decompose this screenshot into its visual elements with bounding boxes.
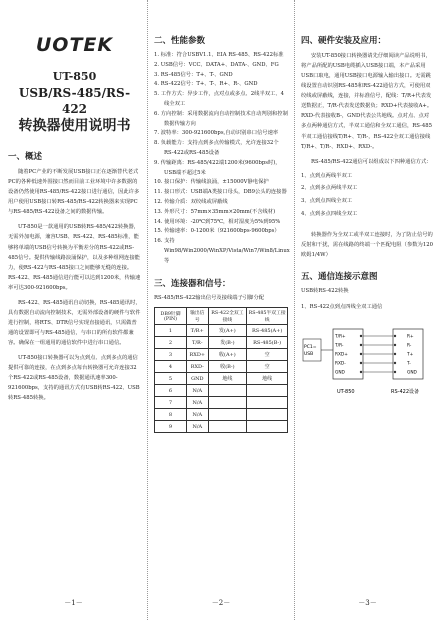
spec-item: 10. 接口保护：传输线浪涌，±15000V静电保护: [154, 179, 269, 186]
spec-item: 3. RS-485信号：T+、T-、GND: [154, 71, 233, 78]
pin-label-right: T+: [407, 352, 414, 358]
pin-dot: [360, 334, 362, 336]
pin-dot: [394, 370, 396, 372]
spec-item: 9. 传输距离：RS-485/422端1200米(9600bps时)，USB端不超过5米: [154, 159, 281, 176]
spec-item: 16. 支持Win98/Win2000/WinXP/Vista/Win7/Win8/Linux等: [154, 238, 290, 264]
pin-dot: [360, 370, 362, 372]
column-3: [295, 0, 440, 620]
overview-para: UT-850接口转换器可以为点到点、点到多点的通信提供可靠的连接，在点到多点每台转换器可允许连接32个RS-422或RS-485设备，数据通讯速率300-921600bps，支持的通讯方式有USB转RS-422、USB转RS-485转换。: [8, 355, 140, 402]
table-cell: 7: [155, 397, 187, 409]
table-row: [155, 397, 288, 409]
pin-dot: [394, 343, 396, 345]
pin-label-right: T-: [407, 361, 411, 367]
pin-label-left: RXD-: [335, 361, 346, 367]
table-cell: 1: [155, 325, 187, 337]
pin-label-left: T/R-: [335, 343, 344, 349]
termination-note: 转换器作为全双工或半双工连接时，为了防止信号的反射和干扰，需在线路的终端一个匹配电阻（参数为120欧姆1/4W）: [301, 231, 433, 258]
table-row: [155, 385, 288, 397]
table-cell: 空: [247, 349, 288, 361]
title-model: UT-850: [52, 70, 97, 83]
pin-label-left: GND: [335, 370, 345, 376]
table-cell: RXD-: [187, 361, 208, 373]
pin-dot: [360, 361, 362, 363]
rs422-device-label: RS-422设备: [391, 388, 419, 395]
mode-item: 4、点到多点四线全双工: [301, 211, 358, 218]
table-row: [155, 337, 288, 349]
table-row: [155, 349, 288, 361]
table-cell: T/R+: [187, 325, 208, 337]
ut850-label: UT-850: [337, 388, 355, 395]
spec-item: 4. RS-422信号：T+、T-、R+、R-、GND: [154, 81, 258, 88]
install-para: RS-485/RS-422通信可以组成以下四种通信方式：: [311, 158, 432, 165]
spec-item: 2. USB信号：VCC、DATA+、DATA-、GND、FG: [154, 61, 279, 68]
table-header-row: [155, 308, 288, 325]
pin-label-left: RXD+: [335, 352, 348, 358]
mode-item: 2、点到多点两线半双工: [301, 185, 358, 192]
pc-usb-box: [303, 339, 321, 361]
pin-table: [154, 307, 288, 433]
section-heading-connector: 三、连接器和信号：: [154, 278, 231, 289]
table-row: [155, 325, 288, 337]
pin-label-right: R+: [407, 334, 414, 340]
table-cell: 5: [155, 373, 187, 385]
pin-label-right: R-: [407, 343, 412, 349]
page-number: －3－: [358, 599, 377, 607]
table-row: [155, 373, 288, 385]
table-cell: [208, 421, 247, 433]
column-2: [148, 0, 295, 620]
section-heading-diagram: 五、通信连接示意图: [301, 272, 378, 283]
table-cell: N/A: [187, 409, 208, 421]
document-title: [8, 70, 141, 136]
table-row: [155, 361, 288, 373]
spec-item: 11. 接口形式：USB端A类接口母头，DB9公头的连接器: [154, 189, 287, 196]
table-cell: T/R-: [187, 337, 208, 349]
mode-item: 1、点到点两线半双工: [301, 172, 353, 179]
install-para: 安装UT-850接口转换器请先仔细阅读产品说明书，将产品所配的USB电缆插入USB接口端，本产品采用USB口取电，通用USB接口电源输入输出接口。无需跳线设置自动识别RS-485和RS-422通信方式，可使用双绞线或屏蔽线，连接，并标准信号，配线：T/R+代表发送数据正，T/R-代表发送数据负；RXD+代表接收A+。RXD-代表接收B-，GND代表公共地线。点对点、点对多点两种通信方式，半双工通信和全双工通信，RS-485半双工通信接线T/R+、T/R-，RS-422全双工通信接线T/R+、T/R-、RXD+、RXD-。: [301, 53, 433, 150]
section-heading-overview: 一、概述: [8, 152, 43, 163]
spec-item: 7. 波特率：300-921600bps,自动识别串口信号速率: [154, 130, 279, 137]
table-header: DB9针脚(PIN): [155, 308, 187, 325]
table-cell: [208, 385, 247, 397]
table-cell: RXD+: [187, 349, 208, 361]
table-cell: [208, 397, 247, 409]
table-cell: 8: [155, 409, 187, 421]
title-main: 转换器使用说明书: [18, 118, 131, 135]
table-cell: N/A: [187, 397, 208, 409]
brand-logo: UOTEK: [35, 34, 114, 56]
overview-para: 随着PC产业的不断发展USB接口正在逐渐替代老式PC的各种低速外围接口然而目前工业环境中许多数据的设备仍然使用RS-485/RS-422接口进行通信，因此许多用户使用USB接口转RS-485/RS-422转换器来实现PC与RS-485/RS-422设备之间的数据传输。: [8, 169, 140, 216]
pin-dot: [360, 343, 362, 345]
table-cell: 收(B-): [208, 361, 247, 373]
table-cell: 收(A+): [208, 349, 247, 361]
table-cell: 发(A+): [208, 325, 247, 337]
pin-dot: [394, 334, 396, 336]
table-cell: 发(B-): [208, 337, 247, 349]
column-1: [0, 0, 148, 620]
table-cell: [247, 409, 288, 421]
table-cell: RS-485(A+): [247, 325, 288, 337]
pc-label: PC1=: [304, 344, 317, 350]
spec-item: 6. 方向控制：采用数据流向自动控制技术自动判别和控制数据传输方向: [154, 110, 288, 127]
spec-item: 15. 传输速率：0-1200米（921600bps-9600bps）: [154, 228, 280, 235]
pin-label-right: GND: [407, 370, 417, 376]
table-cell: 空: [247, 361, 288, 373]
table-cell: 地线: [208, 373, 247, 385]
table-cell: 6: [155, 385, 187, 397]
page-number: －1－: [64, 599, 83, 607]
spec-item: 5. 工作方式：异步工作，点对点或多点、2线半双工、4线全双工: [154, 91, 285, 107]
table-cell: [208, 409, 247, 421]
overview-para: RS-422、RS-485通讯自动切换，RS-485通讯时，具有数据自动流向控制技术，无需外部设备的硬件与软件进行控制，将RTS、DTR信号实现直接通讯，只需做普通的设置即可与RS-485通信，与串口的所有软件都兼容。确保在一组通用的通信软件中进行串口通信。: [8, 299, 141, 347]
table-cell: N/A: [187, 385, 208, 397]
table-cell: GND: [187, 373, 208, 385]
page-number: －2－: [211, 599, 231, 607]
title-sub: USB/RS-485/RS-422: [18, 85, 131, 117]
overview-para: UT-850是一款通用的USB转RS-485/422转换器，无需外加电源，兼容USB、RS-422、RS-485标准，能够将单端的USB信号转换为平衡差分的RS-422或RS-485信号。提供传输线路浪涌保护，以及多种组网连接能力，使RS-422与RS-485接口之间能够无缝的连接。RS-422、RS-485通信进行能可以达到1200米，传输速率可达300-921600bps。: [8, 224, 141, 291]
table-cell: 9: [155, 421, 187, 433]
table-header: RS-485半双工接线: [247, 308, 288, 325]
usb-label: USB: [304, 351, 314, 357]
section-heading-specs: 二、性能参数: [154, 36, 206, 46]
pin-dot: [394, 361, 396, 363]
section-heading-install: 四、硬件安装及应用：: [301, 36, 387, 46]
table-row: [155, 409, 288, 421]
diagram-caption: 1、RS-422点到点四线全双工通信: [301, 303, 383, 310]
table-cell: [247, 385, 288, 397]
table-cell: RS-485(B-): [247, 337, 288, 349]
table-cell: [247, 421, 288, 433]
pin-label-left: T/R+: [335, 334, 346, 340]
table-cell: 4: [155, 361, 187, 373]
spec-item: 12. 传输介质：双绞线或屏蔽线: [154, 198, 228, 205]
table-cell: 地线: [247, 373, 288, 385]
table-cell: [247, 397, 288, 409]
spec-item: 14. 使用环境：-20℃到75℃，相对湿度为5%到95%: [154, 218, 281, 225]
mode-item: 3、点到点四线全双工: [301, 198, 353, 205]
spec-item: 13. 外形尺寸：57mm×35mm×20mm(不含线材): [154, 208, 276, 215]
table-cell: N/A: [187, 421, 208, 433]
table-cell: 3: [155, 349, 187, 361]
table-cell: 2: [155, 337, 187, 349]
table-header: RS-422全双工接线: [208, 308, 247, 325]
spec-item: 1. 标准：符合USBV1.1、EIA RS-485、RS-422标准: [154, 52, 284, 58]
connector-desc: RS-485/RS-422输出信号及接线端子引脚分配: [154, 294, 265, 301]
table-row: [155, 421, 288, 433]
pin-dot: [394, 352, 396, 354]
connection-diagram: [301, 319, 434, 399]
pin-dot: [360, 352, 362, 354]
spec-item: 8. 负载能力：支持点到多点传输模式，允许连接32个RS-422或RS-485设备: [154, 140, 279, 156]
table-header: 输出信号: [187, 308, 208, 325]
diagram-subtitle: USB转RS-422转换: [301, 288, 349, 295]
pin-group: [334, 333, 418, 375]
